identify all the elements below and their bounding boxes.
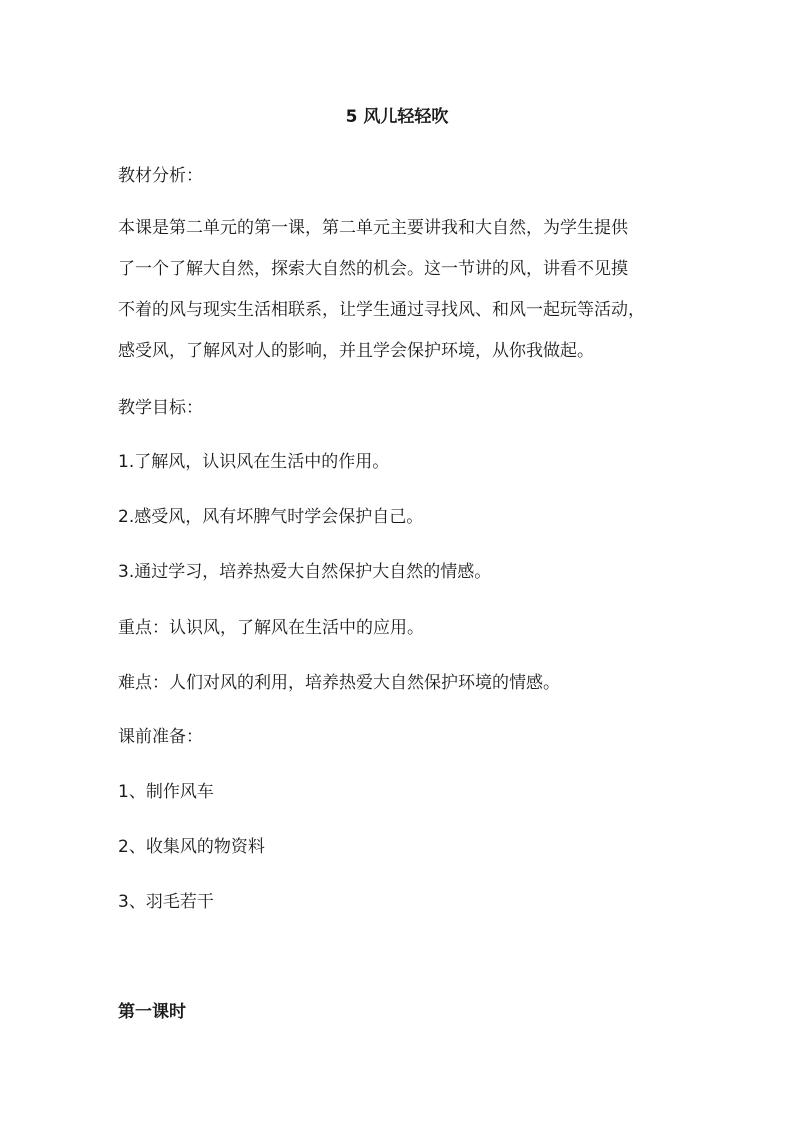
analysis-heading: 教材分析： [118, 166, 203, 186]
analysis-line-1: 本课是第二单元的第一课，第二单元主要讲我和大自然，为学生提供 [118, 218, 628, 238]
goal-item-3: 3.通过学习，培养热爱大自然保护大自然的情感。 [118, 562, 492, 582]
difficulty-point: 难点：人们对风的利用，培养热爱大自然保护环境的情感。 [118, 673, 560, 693]
analysis-line-2: 了一个了解大自然，探索大自然的机会。这一节讲的风，讲看不见摸 [118, 259, 628, 279]
key-point: 重点：认识风，了解风在生活中的应用。 [118, 618, 424, 638]
prep-item-1: 1、制作风车 [118, 782, 214, 802]
analysis-line-3: 不着的风与现实生活相联系，让学生通过寻找风、和风一起玩等活动， [118, 300, 645, 320]
analysis-paragraph [118, 208, 688, 372]
prep-item-2: 2、收集风的物资料 [118, 837, 265, 857]
prep-item-3: 3、羽毛若干 [118, 892, 214, 912]
analysis-line-4: 感受风，了解风对人的影响，并且学会保护环境，从你我做起。 [118, 341, 594, 361]
prep-heading: 课前准备： [118, 727, 203, 747]
goal-item-2: 2.感受风，风有坏脾气时学会保护自己。 [118, 507, 424, 527]
goals-heading: 教学目标： [118, 398, 203, 418]
lesson-heading: 第一课时 [118, 1002, 186, 1022]
document-title: 5 风儿轻轻吹 [345, 107, 449, 127]
goal-item-1: 1.了解风，认识风在生活中的作用。 [118, 452, 390, 472]
